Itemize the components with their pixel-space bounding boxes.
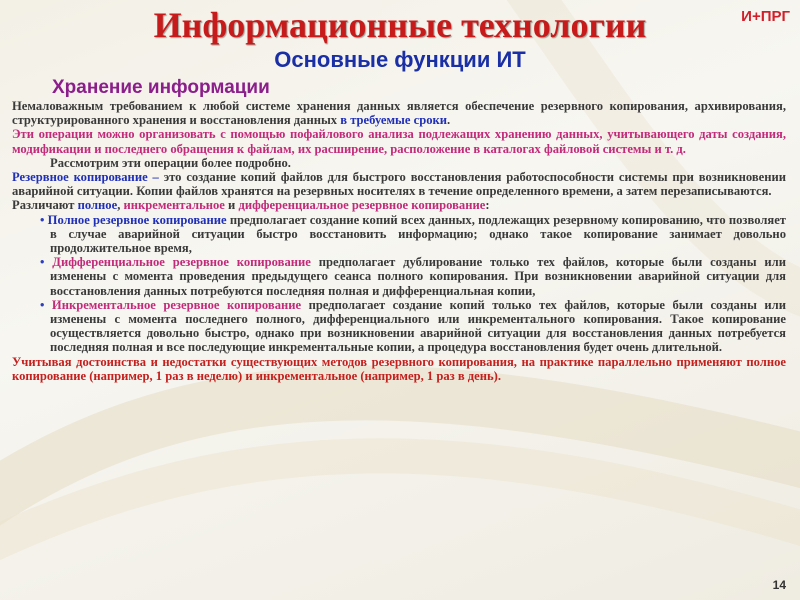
section-heading: Хранение информации: [52, 77, 270, 98]
paragraph-3: Рассмотрим эти операции более подробно.: [50, 155, 291, 170]
paragraph-4: [12, 170, 786, 198]
backup-definition: это создание копий файлов для быстрого восстановления работоспособности системы при возникновении аварийной ситуации. Копии файлов хранятся на резервных носителях в течение определенного времени, а затем перезаписываются.: [12, 170, 787, 199]
slide-subtitle: Основные функции ИТ: [274, 47, 526, 72]
slide-body: [12, 99, 786, 383]
slide-title: Информационные технологии: [153, 5, 647, 45]
bullet-marker: •: [40, 212, 45, 227]
paragraph-1: [12, 99, 786, 127]
paragraph-1-end: .: [447, 113, 451, 128]
types-intro: Различают: [12, 198, 78, 213]
logo-text: И+ПРГ: [741, 8, 790, 25]
bullet-incremental-term: Инкрементальное резервное копирование: [51, 297, 302, 312]
bullet-full-backup: [12, 213, 786, 256]
bullet-differential-term: Дифференциальное резервное копирование: [52, 255, 311, 270]
types-sep-1: ,: [117, 198, 124, 213]
paragraph-1-highlight: в требуемые сроки: [340, 113, 448, 128]
type-full: полное: [77, 198, 118, 213]
type-incremental: инкрементальное: [123, 198, 225, 213]
bullet-marker: •: [40, 297, 45, 312]
page-number: 14: [772, 578, 786, 592]
backup-dash: –: [147, 170, 164, 185]
bullet-incremental-backup: [12, 298, 786, 355]
paragraph-2: Эти операции можно организовать с помощью пофайлового анализа подлежащих хранению данных, учитывающего даты создания, модификации и последнего обращения к файлам, их расширение, расположение в каталогах файловой системы и т. д.: [12, 127, 786, 156]
types-sep-2: и: [224, 198, 239, 213]
bullet-marker: •: [40, 255, 45, 270]
bullet-incremental-text: предполагает создание копий только тех файлов, которые были созданы или изменены с момента последнего полного, дифференциального или инкрементального копирования. Такое копирование осуществляется довольно быстро, однако при возникновении аварийной ситуации для восстановления данных потребуется последняя полная и все последующие инкрементальные копии, а процедура восстановления будет очень длительной.: [50, 297, 786, 355]
types-end: :: [485, 198, 490, 213]
bullet-differential-backup: [12, 255, 786, 298]
bullet-full-term: Полное резервное копирование: [47, 212, 227, 227]
paragraph-1-text: Немаловажным требованием к любой системе хранения данных является обеспечение резервного копирования, архивирования, структурированного хранения и восстановления данных: [12, 99, 786, 128]
type-differential: дифференциальное резервное копирование: [238, 198, 486, 213]
paragraph-conclusion: Учитывая достоинства и недостатки существующих методов резервного копирования, на практике параллельно применяют полное копирование (например, 1 раз в неделю) и инкрементальное (например, 1 раз в день).: [12, 354, 786, 383]
paragraph-5: [12, 198, 786, 212]
bullet-differential-text: предполагает дублирование только тех файлов, которые были созданы или изменены с момента проведения предыдущего сеанса полного копирования. При возникновении аварийной ситуации для восстановления данных потребуются последняя полная и дифференциальная копии,: [50, 255, 786, 298]
bullet-full-text: предполагает создание копий всех данных, подлежащих резервному копированию, что позволяет в случае аварийной ситуации быстро восстановить информацию; однако такое копирование занимает довольно продолжительное время,: [50, 212, 786, 256]
backup-term: Резервное копирование: [12, 170, 148, 185]
